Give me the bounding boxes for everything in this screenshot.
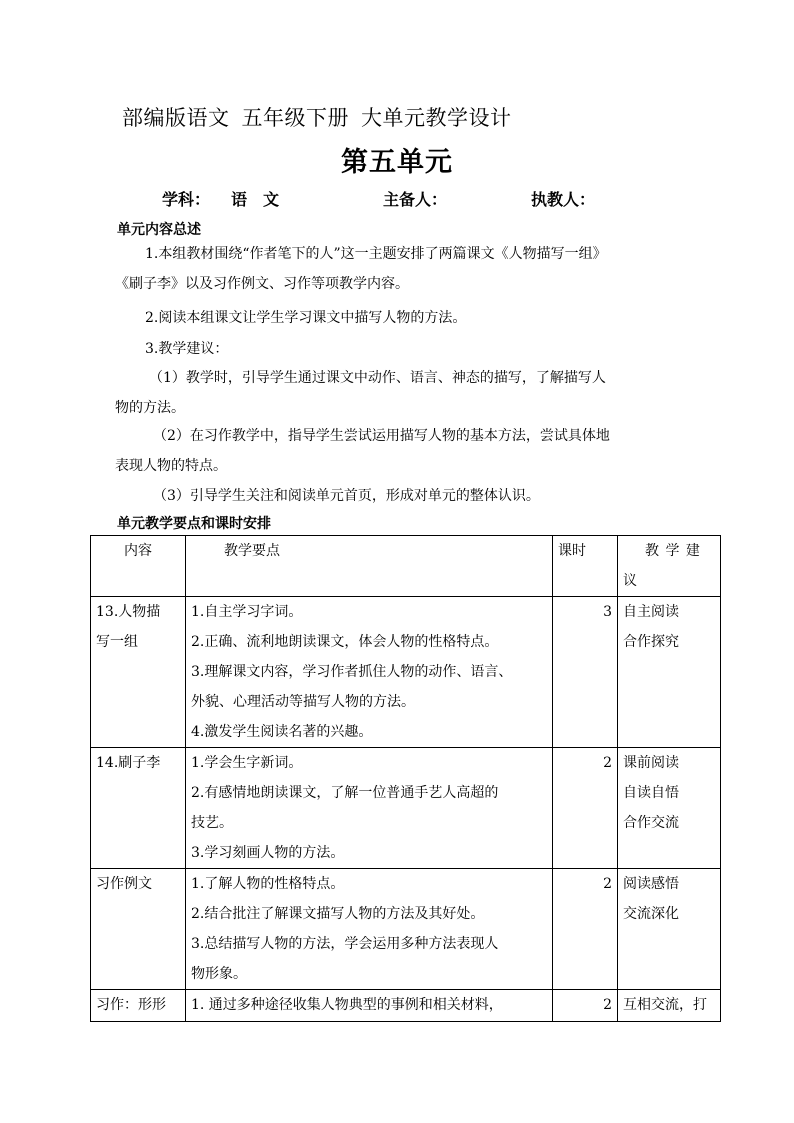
advice-2-line2: 表现人物的特点。: [115, 458, 227, 474]
row-hours: 2: [553, 748, 618, 869]
table-row: [91, 990, 721, 1022]
schedule-heading: 单元教学要点和课时安排: [117, 516, 271, 532]
advice-1-line2: 物的方法。: [115, 400, 185, 416]
row-hours: 2: [553, 869, 618, 990]
row-hours: 2: [553, 990, 618, 1022]
row-points: 1. 通过多种途径收集人物典型的事例和相关材料，: [186, 990, 553, 1022]
overview-p1-line1: 1.本组教材围绕“作者笔下的人”这一主题安排了两篇课文《人物描写一组》: [145, 246, 607, 262]
overview-p3: 3.教学建议：: [145, 341, 229, 357]
row-content: 习作例文: [91, 869, 186, 990]
table-row: [91, 869, 721, 990]
table-row: [91, 597, 721, 748]
header-hours: 课时: [553, 536, 618, 597]
advice-1-line1: （1）教学时，引导学生通过课文中动作、语言、神态的描写，了解描写人: [149, 370, 606, 386]
advice-3: （3）引导学生关注和阅读单元首页，形成对单元的整体认识。: [153, 488, 540, 504]
row-hours: 3: [553, 597, 618, 748]
header-content: 内容: [91, 536, 186, 597]
grade-label: 五年级下册: [241, 106, 349, 130]
advice-2-line1: （2）在习作教学中，指导学生尝试运用描写人物的基本方法，尝试具体地: [153, 428, 610, 444]
row-advice: 自主阅读 合作探究: [618, 597, 721, 748]
teacher-label: 执教人：: [531, 190, 596, 209]
overview-p2: 2.阅读本组课文让学生学习课文中描写人物的方法。: [145, 310, 467, 326]
unit-title: 第五单元: [341, 147, 453, 178]
row-advice: 课前阅读 自读自悟 合作交流: [618, 748, 721, 869]
table-header-row: [91, 536, 721, 597]
row-points: 1.了解人物的性格特点。 2.结合批注了解课文描写人物的方法及其好处。 3.总结描写人物的方法，学会运用多种方法表现人 物形象。: [186, 869, 553, 990]
subject-label: 学科：: [162, 190, 211, 209]
lead-preparer-label: 主备人：: [383, 190, 448, 209]
row-points: 1.学会生字新词。 2.有感情地朗读课文，了解一位普通手艺人高超的 技艺。 3.学习刻画人物的方法。: [186, 748, 553, 869]
table-row: [91, 748, 721, 869]
overview-heading: 单元内容总述: [117, 222, 201, 238]
schedule-table: [90, 535, 721, 1022]
header-points: 教学要点: [186, 536, 553, 597]
row-content: 13.人物描 写一组: [91, 597, 186, 748]
row-advice: 阅读感悟 交流深化: [618, 869, 721, 990]
row-content: 14.刷子李: [91, 748, 186, 869]
subject-value: 语 文: [231, 190, 280, 209]
meta-row: [0, 187, 794, 209]
row-content: 习作：形形: [91, 990, 186, 1022]
edition-label: 部编版语文: [122, 106, 230, 130]
header-advice: 教 学 建 议: [618, 536, 721, 597]
design-label: 大单元教学设计: [361, 106, 512, 130]
overview-p1-line2: 《刷子李》以及习作例文、习作等项教学内容。: [115, 276, 409, 292]
document-header: [122, 102, 524, 132]
row-points: 1.自主学习字词。 2.正确、流利地朗读课文，体会人物的性格特点。 3.理解课文内容，学习作者抓住人物的动作、语言、 外貌、心理活动等描写人物的方法。 4.激发学生阅读名著的兴趣。: [186, 597, 553, 748]
row-advice: 互相交流，打: [618, 990, 721, 1022]
